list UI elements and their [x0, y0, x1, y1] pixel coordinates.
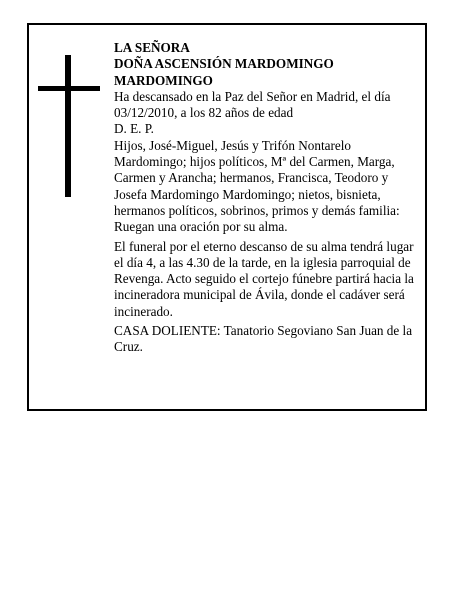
latin-cross-icon — [38, 55, 100, 197]
cross-vertical-bar — [65, 55, 71, 197]
death-statement: Ha descansado en la Paz del Señor en Madrid, el día 03/12/2010, a los 82 años de edad — [114, 88, 391, 121]
heading-title: LA SEÑORA — [114, 40, 190, 55]
funeral-information: El funeral por el eterno descanso de su alma tendrá lugar el día 4, a las 4.30 de la tarde, en la iglesia parroquial de Revenga. Acto seguido el cortejo fúnebre partirá hacia la incineradora municipal de Ávila, donde el cadáver será incinerado. — [114, 238, 414, 319]
mourning-house: CASA DOLIENTE: Tanatorio Segoviano San Juan de la Cruz. — [114, 323, 413, 355]
cross-horizontal-bar — [38, 86, 100, 91]
rip-abbreviation: D. E. P. — [114, 121, 154, 137]
deceased-name: DOÑA ASCENSIÓN MARDOMINGO MARDOMINGO — [114, 56, 334, 88]
obituary-text — [114, 40, 416, 359]
family-prayer-request: Hijos, José-Miguel, Jesús y Trifón Nontarelo Mardomingo; hijos políticos, Mª del Carmen, Marga, Carmen y Arancha; hermanos, Francisca, Teodoro y Josefa Mardomingo Mardomingo; nietos, bisnieta, hermanos políticos, sobrinos, primos y demás familia: Ruegan una oración por su alma. — [114, 137, 400, 235]
